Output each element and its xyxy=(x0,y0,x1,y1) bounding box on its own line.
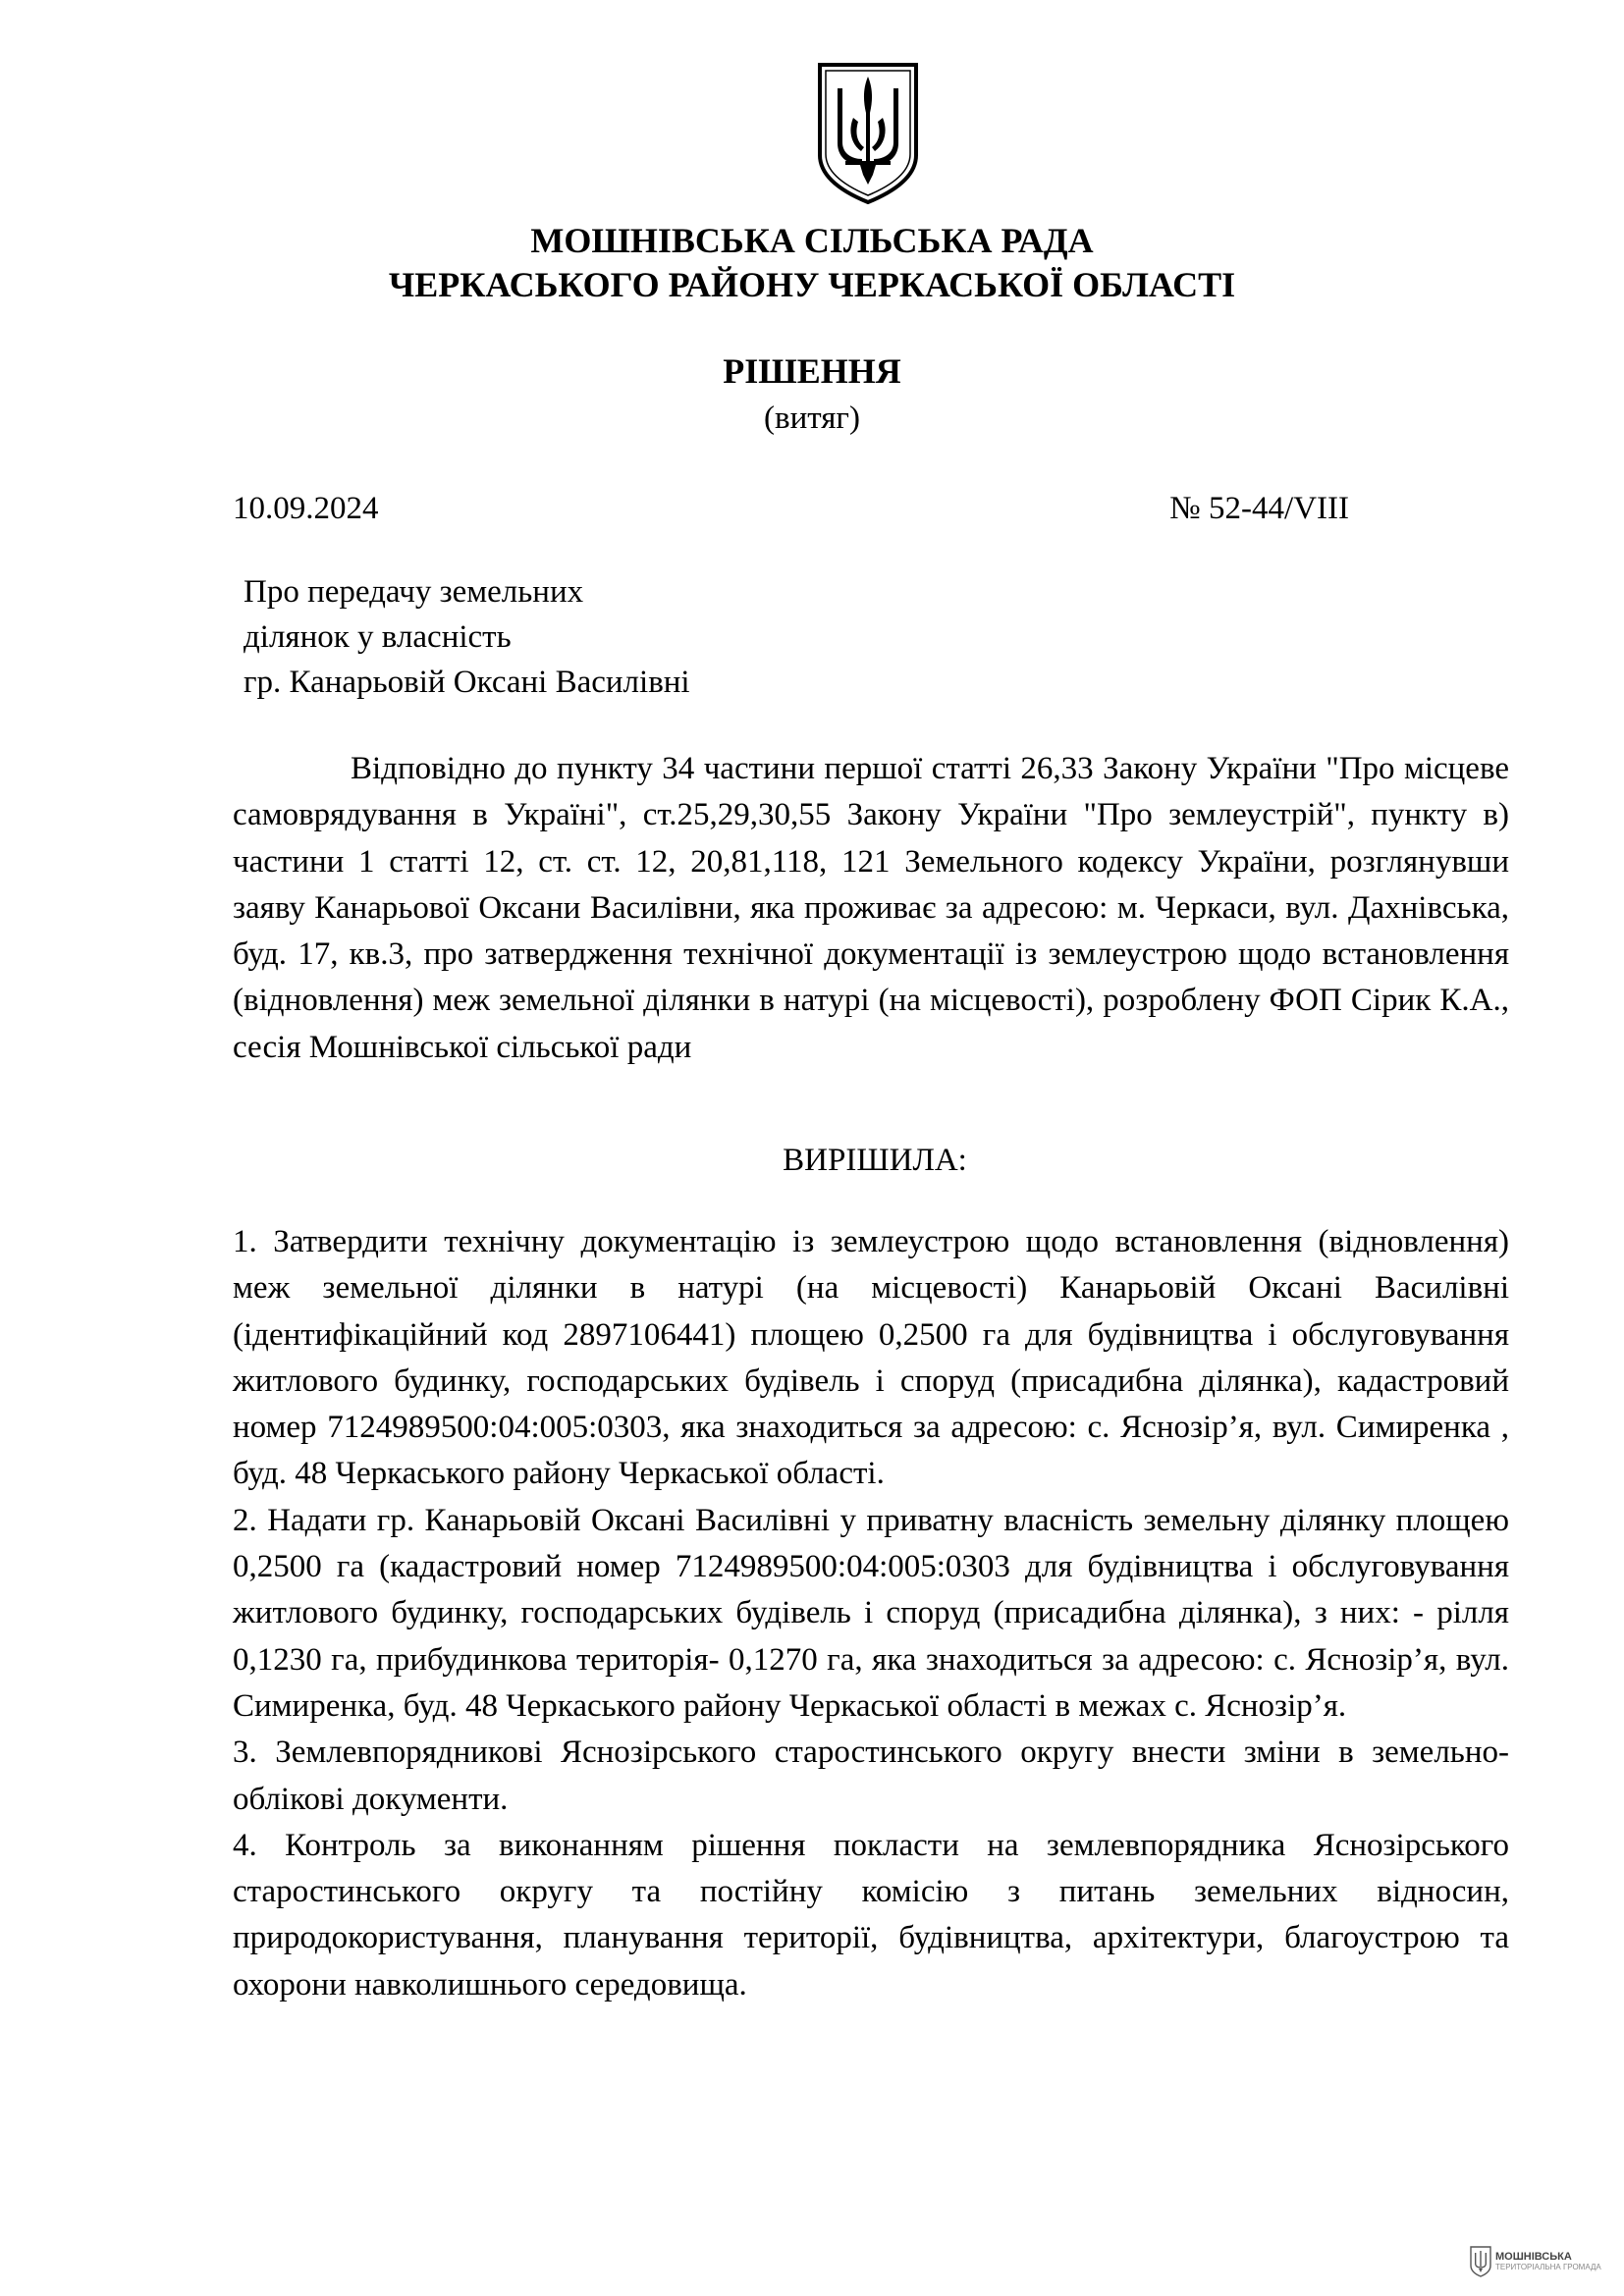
trident-coat-of-arms-icon xyxy=(814,59,922,206)
resolve-heading: ВИРІШИЛА: xyxy=(783,1143,967,1178)
document-date: 10.09.2024 xyxy=(233,491,379,526)
logo-name: МОШНІВСЬКА xyxy=(1495,2251,1572,2263)
document-type: РІШЕННЯ xyxy=(723,351,901,391)
subject-line: Про передачу земельних xyxy=(244,574,584,610)
decision-item-2: 2. Надати гр. Канарьовій Оксані Василівні у приватну власність земельну ділянку площею 0,2500 га (кадастровий номер 7124989500:04:005:0303 для будівництва і обслуговування житлового будинку, господарських будівель і споруд (присадибна ділянка), з них: - рілля 0,1230 га, прибудинкова територія- 0,1270 га, яка знаходиться за адресою: с. Яснозір’я, вул. Симиренка, буд. 48 Черкаського району Черкаської області в межах с. Яснозір’я. xyxy=(233,1502,1509,1724)
document-subject xyxy=(244,569,690,705)
decision-item-4: 4. Контроль за виконанням рішення покласти на землевпорядника Яснозірського старостинського округу та постійну комісію з питань земельних відносин, природокористування, планування території, будівництва, архітектури, благоустрою та охорони навколишнього середовища. xyxy=(233,1827,1509,2002)
council-name: МОШНІВСЬКА СІЛЬСЬКА РАДА xyxy=(530,221,1094,260)
subject-line: ділянок у власність xyxy=(244,619,512,655)
decision-item-1: 1. Затвердити технічну документацію із землеустрою щодо встановлення (відновлення) меж земельної ділянки в натурі (на місцевості) Канарьовій Оксані Василівні (ідентифікаційний код 2897106441) площею 0,2500 га для будівництва і обслуговування житлового будинку, господарських будівель і споруд (присадибна ділянка), кадастровий номер 7124989500:04:005:0303, яка знаходиться за адресою: с. Яснозір’я, вул. Симиренка , буд. 48 Черкаського району Черкаської області. xyxy=(233,1224,1509,1492)
preamble-paragraph: Відповідно до пункту 34 частини першої статті 26,33 Закону України "Про місцеве самоврядування в Україні", ст.25,29,30,55 Закону України "Про землеустрій", пункту в) частини 1 статті 12, ст. ст. 12, 20,81,118, 121 Земельного кодексу України, розглянувши заяву Канарьової Оксани Василівни, яка проживає за адресою: м. Черкаси, вул. Дахнівська, буд. 17, кв.3, про затвердження технічної документації із землеустрою щодо встановлення (відновлення) меж земельної ділянки в натурі (на місцевості), розроблену ФОП Сірик К.А., сесія Мошнівської сільської ради xyxy=(233,751,1509,1065)
document-number: № 52-44/VIII xyxy=(1169,491,1349,526)
logo-subtitle: ТЕРИТОРІАЛЬНА ГРОМАДА xyxy=(1495,2263,1601,2271)
document-subtype: (витяг) xyxy=(764,400,860,436)
subject-line: гр. Канарьовій Оксані Василівні xyxy=(244,665,690,700)
decision-items xyxy=(233,1219,1509,2008)
council-region: ЧЕРКАСЬКОГО РАЙОНУ ЧЕРКАСЬКОЇ ОБЛАСТІ xyxy=(388,265,1236,304)
community-trident-logo-icon xyxy=(1470,2246,1491,2277)
decision-item-3: 3. Землевпорядникові Яснозірського старостинського округу внести зміни в земельно-облікові документи. xyxy=(233,1735,1509,1817)
community-logo xyxy=(1470,2246,1601,2277)
